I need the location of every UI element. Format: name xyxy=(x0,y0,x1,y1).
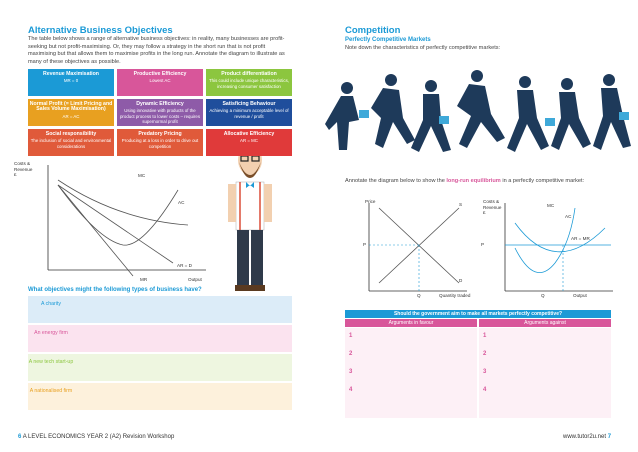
objective-box xyxy=(206,129,292,156)
objective-title: Dynamic Efficiency xyxy=(136,101,184,107)
industry-p-label: P xyxy=(363,242,367,247)
mc-label: MC xyxy=(138,173,146,178)
firm-p-label: P xyxy=(481,242,485,247)
characteristics-prompt: Note down the characteristics of perfectly competitive markets: xyxy=(345,45,501,51)
objective-box xyxy=(28,129,114,156)
subtitle-perfect-competition: Perfectly Competitive Markets xyxy=(345,37,431,43)
government-question: Should the government aim to make all markets perfectly competitive? xyxy=(345,310,611,318)
favour-answer-area[interactable] xyxy=(345,328,477,418)
objective-title: Revenue Maximisation xyxy=(43,71,99,77)
industry-xlabel: Quantity traded xyxy=(439,293,471,298)
objective-box xyxy=(117,99,203,126)
business-type-label: A charity xyxy=(41,301,61,307)
objective-title: Satisficing Behaviour xyxy=(222,101,276,107)
objective-title: Predatory Pricing xyxy=(138,131,182,137)
firm-xlabel: Output xyxy=(573,293,587,298)
firm-ar-label: AR = MR xyxy=(571,236,590,241)
argument-number-against: 1 xyxy=(483,333,487,339)
objective-box xyxy=(206,99,292,126)
objective-title: Social responsibility xyxy=(45,131,97,137)
firm-cost-revenue-diagram xyxy=(495,198,615,298)
firm-q-label: Q xyxy=(541,293,545,298)
argument-number-against: 2 xyxy=(483,351,487,357)
objective-description: Using innovative with products of the product process to lower costs – requires supernormal profit xyxy=(119,108,201,125)
intro-paragraph: The table below shows a range of alternative business objectives: in reality, many businesses are profit-seeking but not profit-maximising. Or, they may follow a strategy in the short run that is not profit maximising but that allows them to maximise profits in the long run. Annotate the diagram to illustrate as many of these objectives as possible. xyxy=(28,36,285,65)
hipster-man-illustration xyxy=(220,140,280,300)
objective-title: Allocative Efficiency xyxy=(223,131,275,137)
objective-description: Producing at a loss in order to drive out competition xyxy=(121,138,199,149)
objective-description: MR = 0 xyxy=(63,78,79,84)
annotate-text-end: in a perfectly competitive market: xyxy=(500,178,585,184)
running-business-people-illustration xyxy=(319,60,638,170)
objective-box xyxy=(28,99,114,126)
mc-curve xyxy=(58,185,178,245)
argument-number-favour: 1 xyxy=(349,333,353,339)
diagram-xlabel: Output xyxy=(188,277,202,282)
right-footer-text: www.tutor2u.net xyxy=(563,434,607,440)
right-page-number: 7 xyxy=(607,434,612,440)
firm-ylabel: Costs & Revenue £ xyxy=(483,199,502,215)
objective-description: Lowest AC xyxy=(149,78,171,84)
argument-number-favour: 3 xyxy=(349,369,353,375)
objective-title: Normal Profit (= Limit Pricing and Sales Volume Maximisation) xyxy=(29,101,113,113)
argument-number-favour: 4 xyxy=(349,387,353,393)
firm-ac-label: AC xyxy=(565,214,572,219)
industry-q-label: Q xyxy=(417,293,421,298)
favour-column-header: Arguments in favour xyxy=(345,319,477,327)
objective-title: Productive Efficiency xyxy=(133,71,187,77)
against-answer-area[interactable] xyxy=(479,328,611,418)
diagram-ylabel: Costs & Revenue £ xyxy=(14,161,33,177)
ar-curve xyxy=(58,185,173,263)
firm-mc-label: MC xyxy=(547,203,555,208)
left-footer xyxy=(18,434,174,440)
objectives-question: What objectives might the following types of business have? xyxy=(28,287,202,293)
industry-d-label: D xyxy=(459,278,463,283)
section-title-competition: Competition xyxy=(345,25,401,36)
objective-box xyxy=(117,129,203,156)
ac-curve xyxy=(58,180,188,225)
section-title-alternative-objectives: Alternative Business Objectives xyxy=(28,25,173,36)
objective-description: AR = MC xyxy=(240,138,258,144)
business-type-label: A new tech start-up xyxy=(28,359,74,365)
business-type-label: An energy firm xyxy=(34,330,68,336)
right-page xyxy=(319,0,638,452)
industry-ylabel: Price xyxy=(365,199,376,204)
annotate-instruction xyxy=(345,178,584,186)
right-footer xyxy=(563,434,611,440)
objective-box xyxy=(117,69,203,96)
objective-description: AR = AC xyxy=(62,113,80,119)
industry-s-label: S xyxy=(459,202,463,207)
objective-title: Product differentiation xyxy=(221,71,277,77)
argument-number-favour: 2 xyxy=(349,351,353,357)
objective-box xyxy=(206,69,292,96)
objective-description: This could include unique characteristics, increasing consumer satisfaction xyxy=(208,78,290,89)
objective-description: Achieving a minimum acceptable level of revenue / profit xyxy=(209,108,289,119)
annotate-text-start: Annotate the diagram below to show the xyxy=(345,178,447,184)
objective-box xyxy=(28,69,114,96)
argument-number-against: 4 xyxy=(483,387,487,393)
annotate-text-bold: long-run equilibrium xyxy=(446,178,501,184)
business-type-label: A nationalised firm xyxy=(29,388,73,394)
left-footer-text: A LEVEL ECONOMICS YEAR 2 (A2) Revision Workshop xyxy=(22,434,175,440)
objective-description: The inclusion of social and environmental considerations xyxy=(30,138,112,149)
ac-curve-firm xyxy=(515,223,605,252)
left-page-number: 6 xyxy=(18,434,22,440)
mr-curve xyxy=(58,185,133,276)
industry-supply-demand-diagram xyxy=(359,198,469,298)
ac-label: AC xyxy=(178,200,185,205)
ar-label: AR = D xyxy=(177,263,192,268)
against-column-header: Arguments against xyxy=(479,319,611,327)
argument-number-against: 3 xyxy=(483,369,487,375)
mr-label: MR xyxy=(140,277,148,282)
